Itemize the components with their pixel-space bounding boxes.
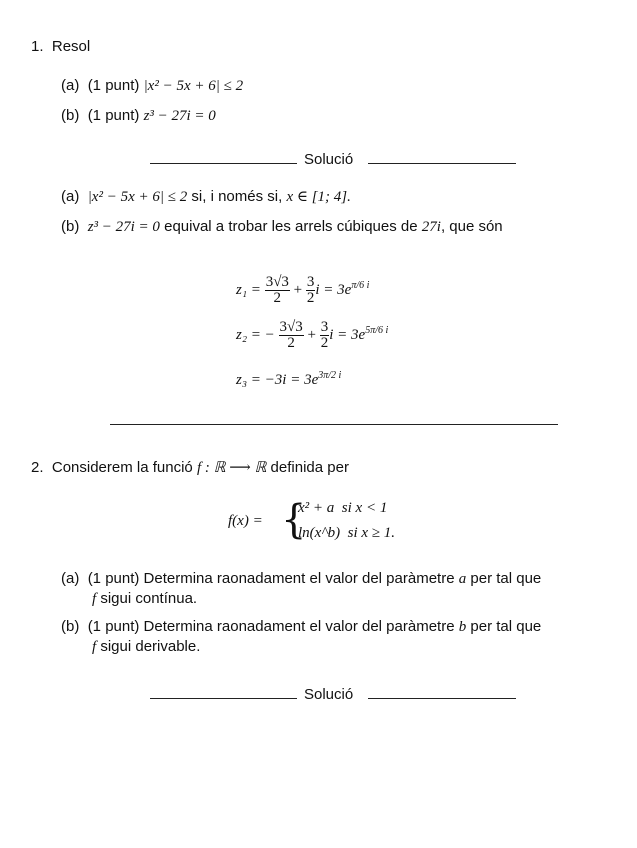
equation-expr: z³ − 27i = 0 — [87, 219, 160, 235]
solution-text-end: , que són — [440, 218, 503, 235]
solution-end-rule — [110, 424, 558, 425]
denominator: 2 — [320, 335, 329, 351]
part-text: (1 punt) Determina raonadament el valor del paràmetre — [87, 570, 455, 587]
root-polar: i = 3e — [329, 326, 366, 343]
numerator: 3 — [320, 319, 329, 335]
parameter: b — [458, 619, 467, 635]
plus-sign: + — [293, 281, 303, 298]
solution-label: Solució — [304, 686, 354, 703]
root-polar: −3i = 3e — [264, 372, 319, 388]
fraction — [320, 320, 330, 351]
part-label: (a) — [61, 188, 80, 205]
case-2 — [298, 525, 395, 542]
function-lhs-text: f(x) = — [228, 513, 263, 529]
denominator: 2 — [273, 290, 282, 306]
numerator: 3√3 — [265, 274, 289, 290]
function-symbol: f — [92, 591, 97, 607]
function-signature: f : ℝ ⟶ ℝ — [196, 460, 267, 476]
part-points: (1 punt) — [87, 77, 140, 94]
inequality-expr: |x² − 5x + 6| ≤ 2 — [143, 78, 244, 94]
solution-interval: x ∈ [1; 4]. — [286, 189, 351, 205]
root-exponent: π/6 i — [351, 279, 370, 291]
case-condition: si x ≥ 1. — [347, 525, 396, 541]
problem-1-part-b — [61, 107, 216, 125]
parameter: a — [458, 571, 467, 587]
solution-1-part-a — [61, 188, 351, 206]
part-text: (1 punt) Determina raonadament el valor del paràmetre — [87, 618, 455, 635]
root-lhs: z₁ = — [236, 281, 261, 298]
solution-rule-left — [150, 163, 297, 164]
part-label: (b) — [61, 218, 80, 235]
problem-intro: Considerem la funció — [51, 459, 193, 476]
root-exponent: 3π/2 i — [318, 370, 342, 381]
part-text: sigui contínua. — [100, 590, 198, 607]
numerator: 3 — [306, 274, 315, 290]
problem-2-part-a-line2 — [92, 590, 197, 608]
part-label: (a) — [61, 77, 80, 94]
root-exponent: 5π/6 i — [365, 324, 389, 336]
inequality-expr: |x² − 5x + 6| ≤ 2 — [87, 189, 188, 205]
problem-2-part-b — [61, 618, 541, 636]
problem-intro-end: definida per — [270, 459, 349, 476]
problem-2-heading — [31, 459, 349, 477]
solution-value: 27i — [421, 219, 441, 235]
equation-expr: z³ − 27i = 0 — [143, 108, 216, 124]
part-label: (b) — [61, 107, 80, 124]
numerator: 3√3 — [279, 319, 303, 335]
root-lhs: z₂ = − — [236, 326, 275, 343]
fraction — [265, 275, 290, 306]
solution-rule-right — [368, 698, 516, 699]
denominator: 2 — [287, 335, 295, 351]
root-polar: i = 3e — [315, 281, 352, 298]
denominator: 2 — [306, 290, 315, 306]
problem-title: Resol — [51, 38, 91, 55]
solution-label: Solució — [304, 151, 354, 168]
problem-number: 2. — [31, 459, 44, 476]
root-z1 — [236, 275, 369, 306]
case-expr: x² + a — [298, 500, 335, 516]
solution-text: equival a trobar les arrels cúbiques de — [164, 218, 418, 235]
root-lhs: z₃ = — [236, 372, 261, 388]
problem-number: 1. — [31, 38, 44, 55]
part-text: sigui derivable. — [100, 638, 201, 655]
case-1 — [298, 500, 387, 517]
problem-2-part-a — [61, 570, 541, 588]
case-condition: si x < 1 — [341, 500, 388, 516]
problem-1-heading — [31, 38, 90, 56]
problem-1-part-a — [61, 77, 243, 95]
part-text-end: per tal que — [470, 618, 542, 635]
solution-rule-right — [368, 163, 516, 164]
solution-text: si, i només si, — [191, 188, 283, 205]
case-expr: ln(x^b) — [298, 525, 341, 541]
part-label: (b) — [61, 618, 80, 635]
part-points: (1 punt) — [87, 107, 140, 124]
part-label: (a) — [61, 570, 80, 587]
fraction — [306, 275, 316, 306]
root-z3 — [236, 370, 341, 389]
solution-rule-left — [150, 698, 297, 699]
fraction — [279, 320, 304, 351]
plus-sign: + — [307, 326, 316, 343]
problem-2-part-b-line2 — [92, 638, 200, 656]
solution-1-part-b — [61, 218, 503, 236]
root-z2 — [236, 320, 388, 351]
left-brace-icon: { — [281, 497, 307, 543]
function-symbol: f — [92, 639, 97, 655]
function-lhs — [228, 513, 263, 530]
part-text-end: per tal que — [470, 570, 542, 587]
